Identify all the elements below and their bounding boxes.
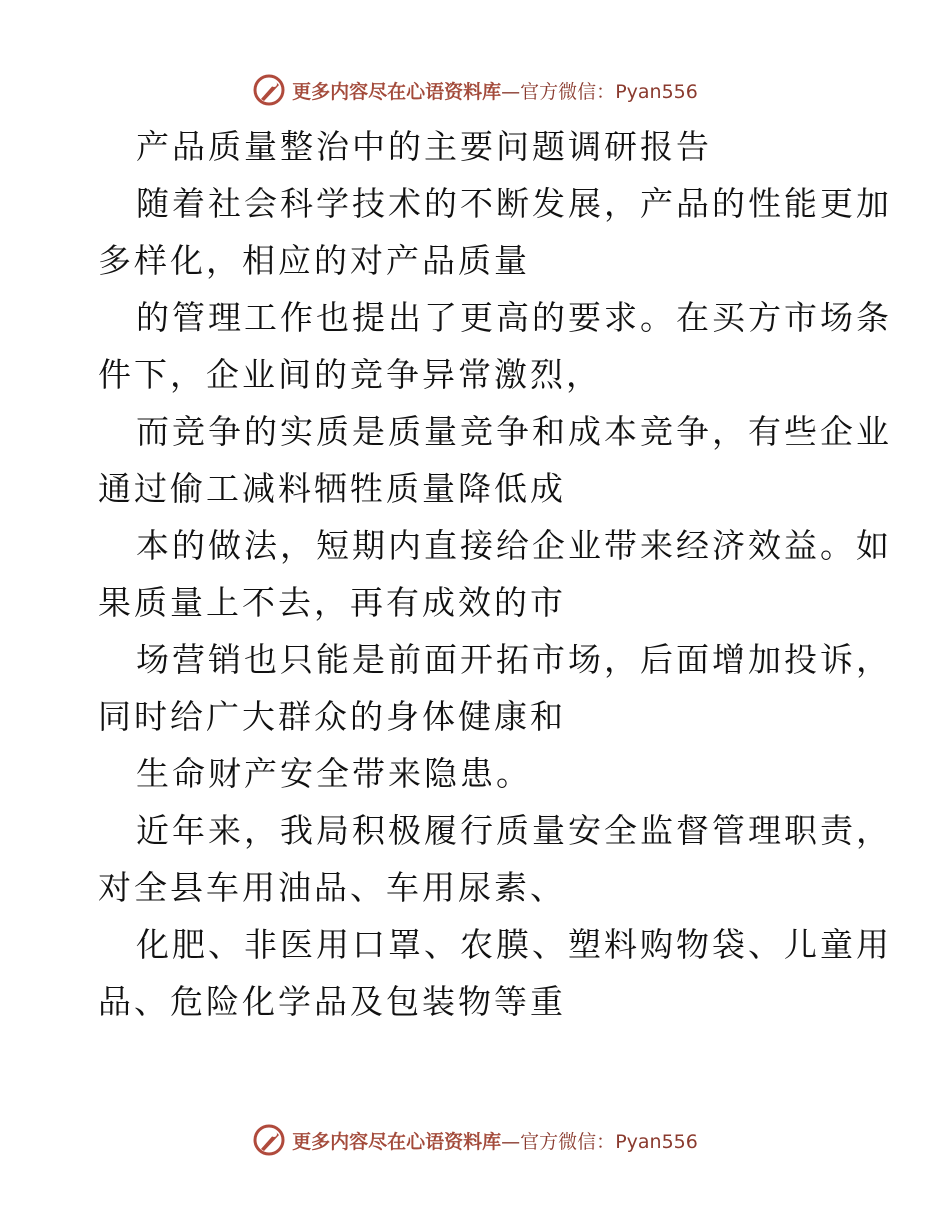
- document-title: 产品质量整治中的主要问题调研报告: [136, 127, 712, 166]
- paragraph-line: 多样化，相应的对产品质量: [98, 241, 530, 280]
- quill-logo-icon: [252, 73, 286, 107]
- paragraph-line: 随着社会科学技术的不断发展，产品的性能更加: [136, 184, 892, 223]
- paragraph-line: 场营销也只能是前面开拓市场，后面增加投诉，: [136, 640, 892, 679]
- banner-separator: —: [501, 1130, 521, 1153]
- quill-logo-icon: [252, 1123, 286, 1157]
- paragraph-line: 果质量上不去，再有成效的市: [98, 583, 566, 622]
- paragraph-line: 通过偷工减料牺牲质量降低成: [98, 469, 566, 508]
- paragraph-line: 化肥、非医用口罩、农膜、塑料购物袋、儿童用: [136, 925, 892, 964]
- banner-main-text: 更多内容尽在心语资料库: [292, 1130, 502, 1153]
- paragraph-line: 而竞争的实质是质量竞争和成本竞争，有些企业: [136, 412, 892, 451]
- banner-label: [292, 77, 698, 104]
- header-banner: [0, 70, 950, 110]
- paragraph-line: 生命财产安全带来隐患。: [136, 754, 532, 793]
- banner-wechat-id: Pyan556: [615, 1130, 698, 1153]
- banner-main-text: 更多内容尽在心语资料库: [292, 80, 502, 103]
- banner-sub-text: 官方微信：: [520, 80, 616, 103]
- paragraph-line: 同时给广大群众的身体健康和: [98, 697, 566, 736]
- banner-label: [292, 1127, 698, 1154]
- paragraph-line: 品、危险化学品及包装物等重: [98, 982, 566, 1021]
- footer-banner: [0, 1120, 950, 1160]
- paragraph-line: 本的做法，短期内直接给企业带来经济效益。如: [136, 526, 892, 565]
- paragraph-line: 件下，企业间的竞争异常激烈，: [98, 355, 602, 394]
- document-body: [98, 118, 892, 1030]
- paragraph-line: 近年来，我局积极履行质量安全监督管理职责，: [136, 811, 892, 850]
- banner-sub-text: 官方微信：: [520, 1130, 616, 1153]
- paragraph-line: 对全县车用油品、车用尿素、: [98, 868, 566, 907]
- paragraph-line: 的管理工作也提出了更高的要求。在买方市场条: [136, 298, 892, 337]
- banner-wechat-id: Pyan556: [615, 80, 698, 103]
- banner-separator: —: [501, 80, 521, 103]
